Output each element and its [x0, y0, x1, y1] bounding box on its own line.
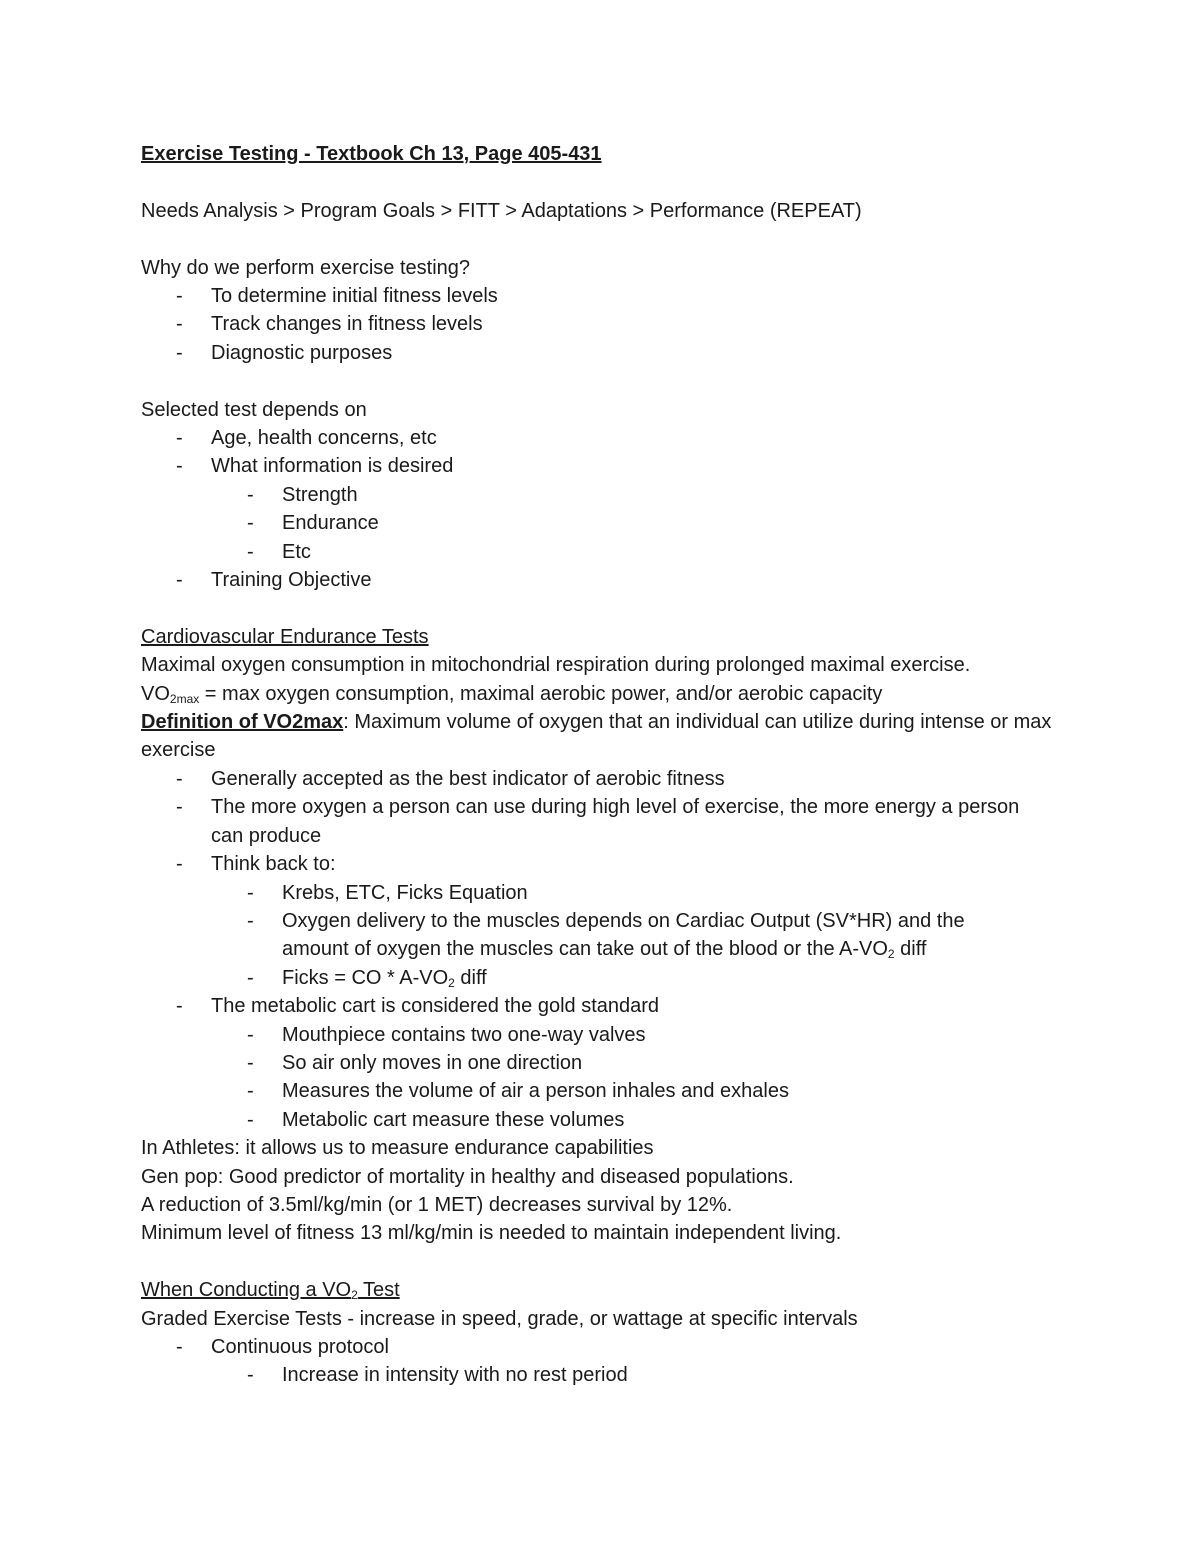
cardio-list	[141, 765, 1061, 879]
list-item: - Age, health concerns, etc	[141, 424, 1061, 452]
spacer	[141, 367, 1061, 395]
list-item: - Training Objective	[141, 566, 1061, 594]
dash-marker: -	[247, 1108, 254, 1131]
cardio-line1: Maximal oxygen consumption in mitochondrial respiration during prolonged maximal exercise.	[141, 654, 971, 677]
cardio-heading: Cardiovascular Endurance Tests	[141, 625, 429, 648]
dash-marker: -	[247, 966, 254, 989]
list-item: - Continuous protocol	[141, 1333, 1061, 1361]
dash-marker: -	[247, 512, 254, 535]
spacer	[141, 168, 1061, 196]
conducting-sublist	[141, 1361, 1061, 1389]
cardio-list-cont	[141, 992, 1061, 1020]
list-item: - Metabolic cart measure these volumes	[141, 1106, 1061, 1134]
why-question: Why do we perform exercise testing?	[141, 256, 471, 279]
list-item: - The metabolic cart is considered the gold standard	[141, 992, 1061, 1020]
think-back-sublist	[141, 879, 1061, 993]
athletes-line: In Athletes: it allows us to measure endurance capabilities	[141, 1137, 654, 1160]
list-item: - Mouthpiece contains two one-way valves	[141, 1021, 1061, 1049]
why-list	[141, 282, 1061, 367]
selected-list-cont	[141, 566, 1061, 594]
metabolic-cart-sublist	[141, 1021, 1061, 1135]
dash-marker: -	[247, 1080, 254, 1103]
flow-text: Needs Analysis > Program Goals > FITT > Adaptations > Performance (REPEAT)	[141, 199, 862, 222]
dash-marker: -	[176, 767, 183, 790]
list-item: - The more oxygen a person can use during high level of exercise, the more energy a person can produce	[141, 793, 1061, 850]
spacer	[141, 1248, 1061, 1276]
list-item: - Increase in intensity with no rest period	[141, 1361, 1061, 1389]
page-title: Exercise Testing - Textbook Ch 13, Page 405-431	[141, 143, 602, 165]
dash-marker: -	[247, 1023, 254, 1046]
graded-line: Graded Exercise Tests - increase in speed, grade, or wattage at specific intervals	[141, 1307, 858, 1330]
document-body	[141, 140, 1061, 1390]
dash-marker: -	[247, 881, 254, 904]
dash-marker: -	[176, 995, 183, 1018]
list-item: - Endurance	[141, 509, 1061, 537]
selected-sublist	[141, 481, 1061, 566]
dash-marker: -	[176, 341, 183, 364]
list-item: - So air only moves in one direction	[141, 1049, 1061, 1077]
list-item: - Etc	[141, 538, 1061, 566]
dash-marker: -	[176, 853, 183, 876]
dash-marker: -	[247, 483, 254, 506]
list-item: - Think back to:	[141, 850, 1061, 878]
dash-marker: -	[247, 1364, 254, 1387]
list-item: - Track changes in fitness levels	[141, 310, 1061, 338]
vo2max-definition: Definition of VO2max: Maximum volume of oxygen that an individual can utilize during intense or max exercise	[141, 711, 1052, 762]
list-item: - Ficks = CO * $A-VO_2$ diff	[141, 964, 1061, 992]
dash-marker: -	[176, 1335, 183, 1358]
dash-marker: -	[176, 569, 183, 592]
dash-marker: -	[247, 909, 254, 932]
selected-list	[141, 424, 1061, 481]
conducting-list	[141, 1333, 1061, 1361]
genpop-line: Gen pop: Good predictor of mortality in healthy and diseased populations.	[141, 1165, 794, 1188]
list-item: - Krebs, ETC, Ficks Equation	[141, 879, 1061, 907]
dash-marker: -	[176, 285, 183, 307]
list-item: - What information is desired	[141, 452, 1061, 480]
spacer	[141, 594, 1061, 622]
vo2max-line: $VO_{2max} = \max$ oxygen consumption, maximal aerobic power, and/or aerobic capacity	[141, 682, 883, 706]
list-item: - Oxygen delivery to the muscles depends on Cardiac Output (SV*HR) and the amount of oxygen the muscles can take out of the blood or the $A-VO_2$ diff	[141, 907, 1061, 964]
dash-marker: -	[247, 1051, 254, 1074]
list-item: - To determine initial fitness levels	[141, 282, 1061, 310]
list-item: - Diagnostic purposes	[141, 339, 1061, 367]
dash-marker: -	[176, 796, 183, 819]
minimum-line: Minimum level of fitness 13 ml/kg/min is needed to maintain independent living.	[141, 1222, 842, 1245]
spacer	[141, 225, 1061, 253]
conducting-heading: When Conducting a $VO_2$ Test	[141, 1279, 400, 1303]
dash-marker: -	[247, 540, 254, 563]
dash-marker: -	[176, 455, 183, 478]
dash-marker: -	[176, 427, 183, 450]
list-item: - Measures the volume of air a person inhales and exhales	[141, 1077, 1061, 1105]
list-item: - Generally accepted as the best indicator of aerobic fitness	[141, 765, 1061, 793]
list-item: - Strength	[141, 481, 1061, 509]
dash-marker: -	[176, 313, 183, 336]
selected-intro: Selected test depends on	[141, 398, 367, 421]
reduction-line: A reduction of 3.5ml/kg/min (or 1 MET) decreases survival by 12%.	[141, 1193, 733, 1216]
definition-term: Definition of VO2max	[141, 711, 344, 734]
